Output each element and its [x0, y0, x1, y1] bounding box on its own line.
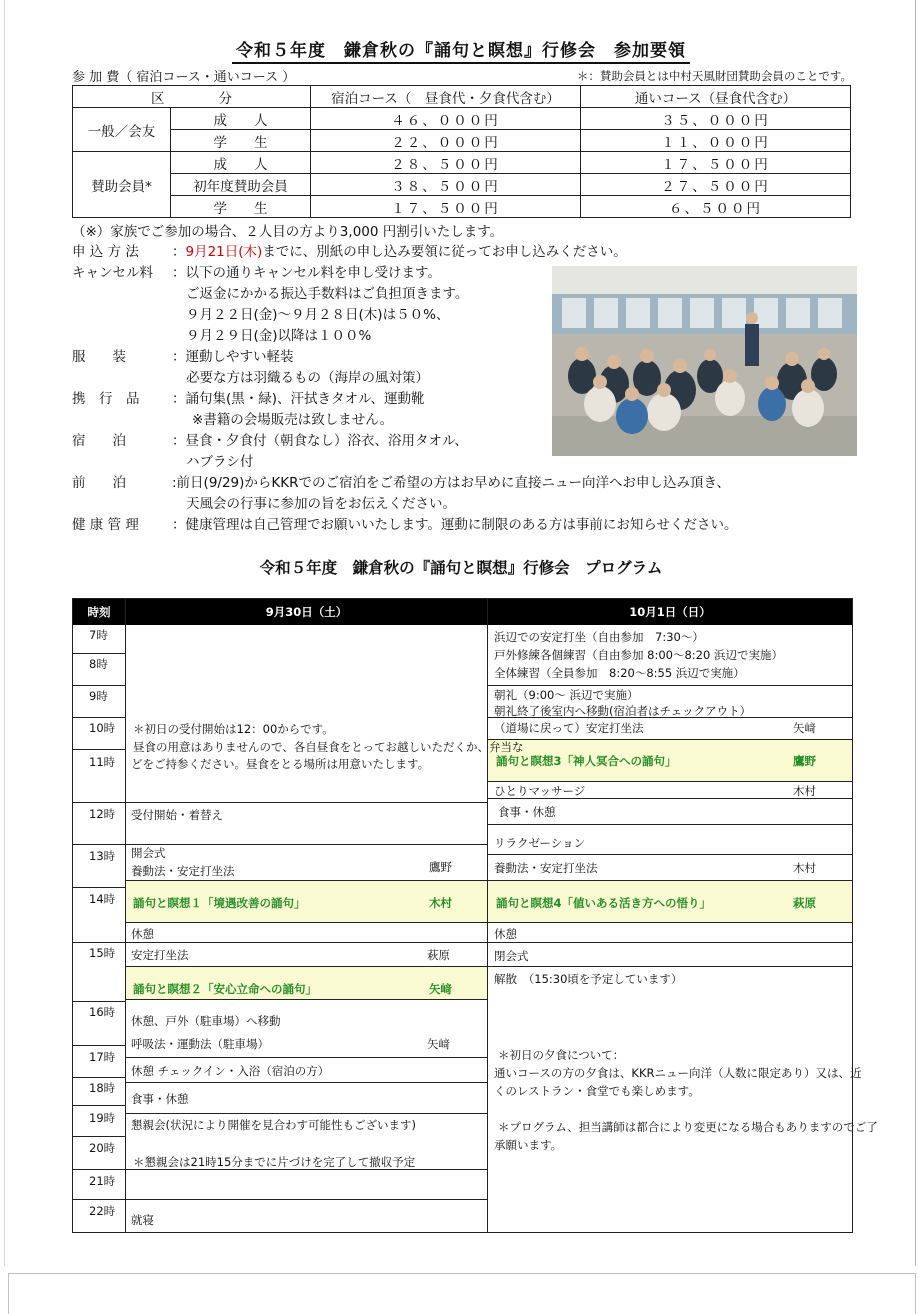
fee-header-row: [73, 86, 851, 108]
row-line: [487, 685, 852, 686]
fee-stay: ３８、５００円: [311, 174, 581, 196]
d2-note: ＊プログラム、担当講師は都合により変更になる場合もありますのでご了: [498, 1120, 878, 1134]
d2-end: 解散 （15:30頃を予定しています）: [494, 972, 683, 986]
d2-item: 朝礼（9:00～ 浜辺で実施）: [494, 688, 639, 702]
d1-reception: 受付開始・着替え: [131, 808, 223, 822]
row-line: [73, 1199, 125, 1200]
hour-label: 22時: [89, 1204, 116, 1218]
fee-row: [73, 196, 851, 218]
fee-row: [73, 174, 851, 196]
fee-group-supporter: 賛助会員*: [73, 152, 171, 218]
d1-antei-teacher: 萩原: [427, 948, 450, 962]
row-line: [487, 739, 852, 740]
d1-sleep: 就寝: [131, 1213, 154, 1227]
stay-label: 宿 泊: [72, 433, 126, 449]
row-line: [125, 1057, 487, 1058]
fee-row-label: 学 生: [171, 196, 311, 218]
d2-item: 朝礼終了後室内へ移動(宿泊者はチェックアウト）: [494, 704, 752, 718]
cancel-line: ：以下の通りキャンセル料を申し受けます。: [172, 265, 441, 281]
d2-item: 戸外修練各個練習（自由参加 8:00～8:20 浜辺で実施）: [494, 648, 783, 662]
hour-label: 17時: [89, 1050, 116, 1064]
d1-party: 懇親会(状況により開催を見合わす可能性もございます): [131, 1118, 416, 1132]
fee-note: ＊：賛助会員とは中村天風財団賛助会員のことです。: [576, 69, 852, 83]
row-line: [487, 942, 852, 943]
hour-label: 7時: [89, 628, 108, 642]
hour-label: 19時: [89, 1111, 116, 1125]
hour-label: 20時: [89, 1141, 116, 1155]
row-line: [125, 802, 487, 803]
fee-heading: 参 加 費（ 宿泊コース・通いコース ）: [72, 70, 296, 85]
items-line: ※書籍の会場販売は致しません。: [192, 412, 394, 428]
fee-table: [72, 85, 851, 218]
d1-rest: 休憩: [131, 927, 154, 941]
d2-item-teacher: 矢﨑: [793, 721, 816, 735]
d1-dinner: 食事・休憩: [131, 1092, 189, 1106]
row-line: [73, 887, 125, 888]
dress-line: 必要な方は羽織るもの（海岸の風対策）: [186, 370, 429, 386]
d1-session2-teacher: 矢﨑: [429, 982, 452, 996]
header-time: 時刻: [73, 599, 125, 625]
d1-party-note: ＊懇親会は21時15分までに片づけを完了して撤収予定: [133, 1155, 416, 1169]
prestay-line: :前日(9/29)からKKRでのご宿泊をご希望の方はお早めに直接ニュー向洋へお申し込み頂き、: [172, 475, 730, 491]
row-line: [487, 922, 852, 923]
fee-row-label: 成 人: [171, 152, 311, 174]
fee-commute: １１、０００円: [581, 130, 851, 152]
d1-checkin: 休憩 チェックイン・入浴（宿泊の方）: [131, 1064, 330, 1078]
page-title: 令和５年度 鎌倉秋の『誦句と瞑想』行修会 参加要領: [0, 36, 922, 61]
health-label: 健 康 管 理: [72, 517, 139, 533]
hour-label: 8時: [89, 657, 108, 671]
fee-row: [73, 108, 851, 130]
hour-label: 10時: [89, 721, 116, 735]
hour-label: 14時: [89, 892, 116, 906]
row-line: [125, 966, 487, 967]
fee-header-category: 区 分: [73, 86, 311, 108]
hour-label: 21時: [89, 1174, 116, 1188]
row-line: [73, 942, 125, 943]
row-line: [125, 1199, 487, 1200]
row-line: [73, 1136, 125, 1137]
row-line: [73, 802, 125, 803]
hour-label: 16時: [89, 1005, 116, 1019]
items-line: ：誦句集(黒・緑)、汗拭きタオル、運動靴: [172, 391, 425, 407]
d1-breath: 呼吸法・運動法（駐車場）: [131, 1037, 269, 1051]
header-day2: 10月1日（日）: [488, 599, 852, 625]
d1-note: どをご持参ください。昼食をとる場所は用意いたします。: [131, 757, 430, 771]
row-line: [487, 854, 852, 855]
d1-note: ＊初日の受付開始は12：00からです。: [133, 722, 334, 736]
health-text: ：健康管理は自己管理でお願いいたします。運動に制限のある方は事前にお知らせください。: [172, 517, 738, 533]
apply-text: ：9月21日(木)までに、別紙の申し込み要領に従ってお申し込みください。: [172, 244, 627, 260]
d2-note: 通いコースの方の夕食は、KKRニュー向洋（人数に限定あり）又は、近: [494, 1066, 862, 1080]
hour-label: 18時: [89, 1081, 116, 1095]
fee-header-stay: 宿泊コース（ 昼食代・夕食代含む）: [311, 86, 581, 108]
program-schedule: [72, 598, 878, 1233]
d2-yojo: 養動法・安定打坐法: [494, 861, 598, 875]
fee-commute: ６、５００円: [581, 196, 851, 218]
dress-line: ：運動しやすい軽装: [172, 349, 294, 365]
fee-stay: ２２、０００円: [311, 130, 581, 152]
hour-label: 13時: [89, 849, 116, 863]
row-line: [73, 844, 125, 845]
cancel-line: ご返金にかかる振込手数料はご負担頂きます。: [186, 286, 469, 302]
hour-label: 12時: [89, 807, 116, 821]
row-line: [487, 880, 852, 881]
d2-closing: 閉会式: [494, 949, 529, 963]
divider-days: [487, 599, 488, 1232]
row-line: [487, 824, 852, 825]
d1-session2: 誦句と瞑想２「安心立命への誦句」: [133, 982, 317, 996]
fee-row-label: 初年度賛助会員: [171, 174, 311, 196]
row-line: [73, 1169, 125, 1170]
fee-commute: ３５、０００円: [581, 108, 851, 130]
d2-session4-teacher: 萩原: [793, 896, 816, 910]
hour-label: 15時: [89, 946, 116, 960]
d1-opening: 開会式: [131, 846, 166, 860]
d1-note: 昼食の用意はありませんので、各自昼食をとってお越しいただくか、弁当な: [133, 740, 524, 754]
row-line: [487, 781, 852, 782]
hour-label: 11時: [89, 755, 116, 769]
divider-time: [125, 599, 126, 1232]
items-label: 携 行 品: [72, 391, 140, 407]
d2-meal: 食事・休憩: [498, 805, 556, 819]
d1-move: 休憩、戸外（駐車場）へ移動: [131, 1014, 281, 1028]
fee-group-general: 一般／会友: [73, 108, 171, 152]
row-line: [125, 942, 487, 943]
d2-session3: 誦句と瞑想3「神人冥合への誦句」: [496, 754, 677, 768]
stay-line: ハブラシ付: [186, 454, 254, 470]
next-page-edge: [8, 1273, 916, 1314]
apply-label: 申 込 方 法: [72, 244, 139, 260]
row-line: [73, 1045, 125, 1046]
fee-stay: １７、５００円: [311, 196, 581, 218]
d2-massage: ひとりマッサージ: [494, 784, 586, 798]
row-line: [73, 749, 125, 750]
d2-session4: 誦句と瞑想4「値いある活き方への悟り」: [496, 896, 711, 910]
row-line: [125, 844, 487, 845]
d1-yojo: 養動法・安定打坐法: [131, 864, 235, 878]
prestay-label: 前 泊: [72, 475, 126, 491]
row-line: [125, 880, 487, 881]
row-line: [73, 685, 125, 686]
row-line: [125, 1082, 487, 1083]
row-line: [73, 1001, 125, 1002]
fee-row: [73, 130, 851, 152]
fee-commute: １７、５００円: [581, 152, 851, 174]
d1-antei: 安定打坐法: [131, 948, 189, 962]
fee-commute: ２７、５００円: [581, 174, 851, 196]
d2-yojo-teacher: 木村: [793, 861, 816, 875]
row-line: [487, 966, 852, 967]
row-line: [73, 653, 125, 654]
cancel-line: ９月２２日(金)～９月２８日(木)は５０%、: [186, 307, 450, 323]
apply-date: 9月21日(木): [185, 244, 263, 260]
d2-item: （道場に戻って）安定打坐法: [494, 721, 644, 735]
fee-header-commute: 通いコース（昼食代含む）: [581, 86, 851, 108]
d2-massage-teacher: 木村: [793, 784, 816, 798]
d1-session1: 誦句と瞑想１「境遇改善の誦句」: [133, 896, 306, 910]
prestay-line: 天風会の行事に参加の旨をお伝えください。: [186, 496, 456, 512]
cancel-line: ９月２９日(金)以降は１００%: [186, 328, 372, 344]
fee-stay: ２８、５００円: [311, 152, 581, 174]
fee-stay: ４６、０００円: [311, 108, 581, 130]
row-line: [125, 999, 487, 1000]
fee-row-label: 学 生: [171, 130, 311, 152]
d2-relax: リラクゼーション: [494, 836, 586, 850]
d1-session1-teacher: 木村: [429, 896, 452, 910]
cancel-label: キャンセル料: [72, 265, 153, 281]
d2-note: くのレストラン・食堂でも楽しめます。: [494, 1084, 700, 1098]
d1-yojo-teacher: 鷹野: [429, 860, 452, 874]
family-discount: （※）家族でご参加の場合、２人目の方より3,000 円割引いたします。: [72, 224, 504, 240]
d1-breath-teacher: 矢﨑: [427, 1037, 450, 1051]
d2-item: 浜辺での安定打坐（自由参加 7:30～）: [494, 630, 704, 644]
row-line: [125, 1113, 487, 1114]
d2-rest: 休憩: [494, 927, 517, 941]
hour-label: 9時: [89, 689, 108, 703]
d2-note: ＊初日の夕食について：: [498, 1048, 625, 1062]
header-day1: 9月30日（土）: [126, 599, 487, 625]
row-line: [73, 1105, 125, 1106]
d2-item: 全体練習（全員参加 8:20～8:55 浜辺で実施）: [494, 666, 745, 680]
fee-row-label: 成 人: [171, 108, 311, 130]
program-title: 令和５年度 鎌倉秋の『誦句と瞑想』行修会 プログラム: [259, 559, 663, 577]
d2-note: 承願います。: [494, 1138, 563, 1152]
event-photo-illustration: [552, 266, 857, 456]
row-line: [73, 717, 125, 718]
stay-line: ：昼食・夕食付（朝食なし）浴衣、浴用タオル、: [172, 433, 468, 449]
fee-row: [73, 152, 851, 174]
event-photo: [552, 266, 857, 456]
row-line: [73, 1077, 125, 1078]
d2-session3-teacher: 鷹野: [793, 754, 816, 768]
dress-label: 服 装: [72, 349, 126, 365]
row-line: [125, 922, 487, 923]
